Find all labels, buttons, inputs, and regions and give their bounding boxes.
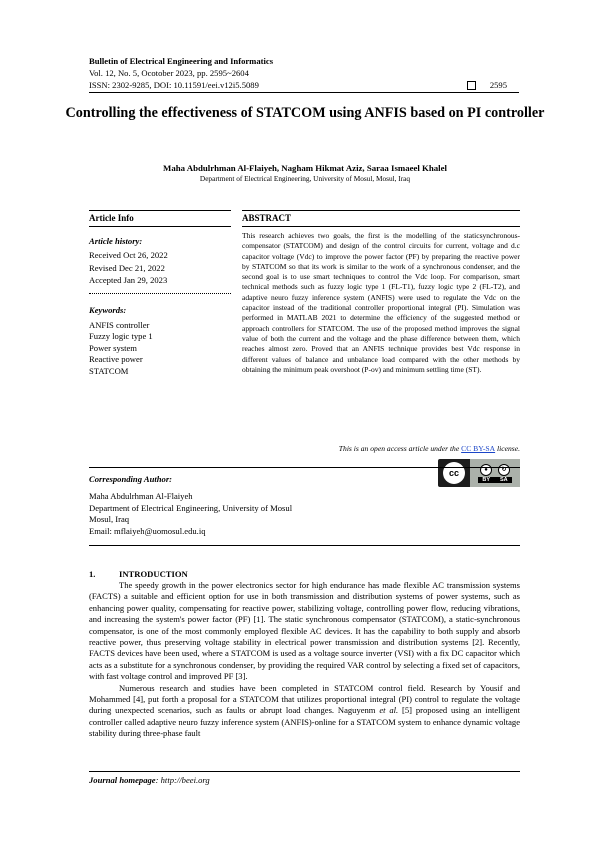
affiliation: Department of Electrical Engineering, University of Mosul, Mosul, Iraq	[199, 174, 411, 183]
rule	[89, 545, 520, 546]
received-date: Received Oct 26, 2022	[89, 250, 168, 260]
keyword: Reactive power	[89, 354, 143, 365]
authors: Maha Abdulrhman Al-Flaiyeh, Nagham Hikmat Aziz, Saraa Ismaeel Khalel	[163, 163, 447, 173]
cc-by-label: BY	[482, 476, 490, 483]
header-rule	[89, 92, 519, 93]
rule	[242, 226, 520, 227]
corresponding-author	[89, 491, 292, 537]
paper-title: Controlling the effectiveness of STATCOM using ANFIS based on PI controller	[65, 105, 545, 121]
square-icon	[467, 81, 476, 90]
accepted-date: Accepted Jan 29, 2023	[89, 275, 168, 285]
journal-name: Bulletin of Electrical Engineering and Informatics	[89, 56, 274, 66]
rule	[89, 467, 520, 468]
license-link[interactable]: CC BY-SA	[461, 444, 496, 453]
homepage-link[interactable]: : http://beei.org	[155, 775, 210, 785]
page-number-group	[467, 80, 507, 90]
rule	[89, 210, 231, 211]
cc-license-badge[interactable]	[438, 459, 520, 487]
author-dept: Department of Electrical Engineering, University of Mosul	[89, 502, 293, 513]
issn-doi: ISSN: 2302-9285, DOI: 10.11591/eei.v12i5.5089	[89, 80, 259, 90]
keyword: STATCOM	[89, 365, 129, 376]
keywords-list	[89, 320, 153, 377]
rule	[242, 210, 520, 211]
divider	[89, 293, 231, 294]
keywords-label: Keywords:	[89, 305, 127, 315]
abstract-heading: ABSTRACT	[242, 213, 292, 223]
corresponding-label: Corresponding Author:	[89, 474, 173, 484]
keyword: Power system	[89, 342, 137, 353]
introduction-body	[89, 580, 520, 740]
paragraph: Numerous research and studies have been completed in STATCOM control field. Research by Yousif and Mohammed [4], put forth a proposal for a STATCOM that utilizes proportional integral (PI) control to regulate the voltage during unexpected scenarios, such as faults or abrupt load changes. Naguyenm et al. [5] proposed using an intelligent controller called adaptive neuro fuzzy inference system (ANFIS)-online for a STATCOM system to enhance dynamic voltage stability during three-phase fault	[89, 682, 521, 739]
rule	[89, 226, 231, 227]
abstract-text: This research achieves two goals, the first is the modelling of the staticsynchronous-compensator (STATCOM) and design of the control circuits for current, voltage and d.c capacitor voltage (Vdc) to improve the power factor (PF) by preparing the reactive power by STATCOM so that its work is similar to the work of a synchronous condenser, and the second goal is to use smart techniques to control the Vdc loop. For comparison, smart technical methods such as fuzzy logic type 1 (FL-T1), fuzzy logic type 2 (FL-T2), and adaptive neuro fuzzy inference system (ANFIS) were used to regulate the Vdc on the capacitor instead of the traditional controller proportional integral (PI). Simulation was performed in MATLAB 2021 to determine the efficiency of the suggested method or approach controllers for STATCOM. The use of the proposed method improves the signal value of both the current and the voltage and the phase difference between them, which reaches almost zero. Proved that an ANFIS technique provides best Vdc response in different values of balance and unbalance load compared with the other methods by obtaining the minimum peak overshoot (P-ov) and minimum settling time (ST).	[242, 231, 520, 374]
by-icon: ●	[480, 464, 492, 476]
article-history	[89, 249, 168, 287]
journal-homepage: Journal homepage: http://beei.org	[89, 775, 210, 785]
history-label: Article history:	[89, 236, 143, 246]
author-city: Mosul, Iraq	[89, 514, 130, 525]
revised-date: Revised Dec 21, 2022	[89, 262, 165, 273]
cc-sa-label: SA	[500, 476, 508, 483]
sa-icon: ↻	[498, 464, 510, 476]
volume-info: Vol. 12, No. 5, Ocotober 2023, pp. 2595~2604	[89, 68, 249, 78]
section-heading: 1. INTRODUCTION	[89, 569, 188, 579]
open-access-note: This is an open access article under the CC BY-SA license.	[338, 444, 520, 453]
footer-rule	[89, 771, 520, 772]
article-info-heading: Article Info	[89, 213, 134, 223]
author-name: Maha Abdulrhman Al-Flaiyeh	[89, 491, 193, 501]
keyword: Fuzzy logic type 1	[89, 331, 153, 342]
keyword: ANFIS controller	[89, 320, 150, 330]
author-email[interactable]: Email: mflaiyeh@uomosul.edu.iq	[89, 525, 206, 536]
paragraph: The speedy growth in the power electronics sector for high endurance has made flexible AC transmission systems (FACTS) a suitable and efficient option for use in both transmission and distribution systems of power systems, such as enhancing power quality, compensating for reactive power, stabilizing voltage, controlling power flow, reducing vibrations, and increasing the system's power factor (PF) [1]. The static synchronous compensator (STATCOM), a static-synchronous compensator, is one of the most commonly employed flexible AC devices. It has the capability to both supply and absorb reactive power, thus preserving voltage stability in electrical power transmission and distribution systems [2]. Recently, FACTS devices have been used, where a STATCOM is used as a voltage source inverter (VSI) with a fix DC capacitor which acts as a substitute for a synchronous condenser, by providing the required VAR control by selecting a fixed set of capacitors, with fast voltage control and improved PF [3].	[89, 580, 520, 682]
page-number: 2595	[489, 80, 507, 90]
cc-icon: cc	[443, 462, 465, 484]
